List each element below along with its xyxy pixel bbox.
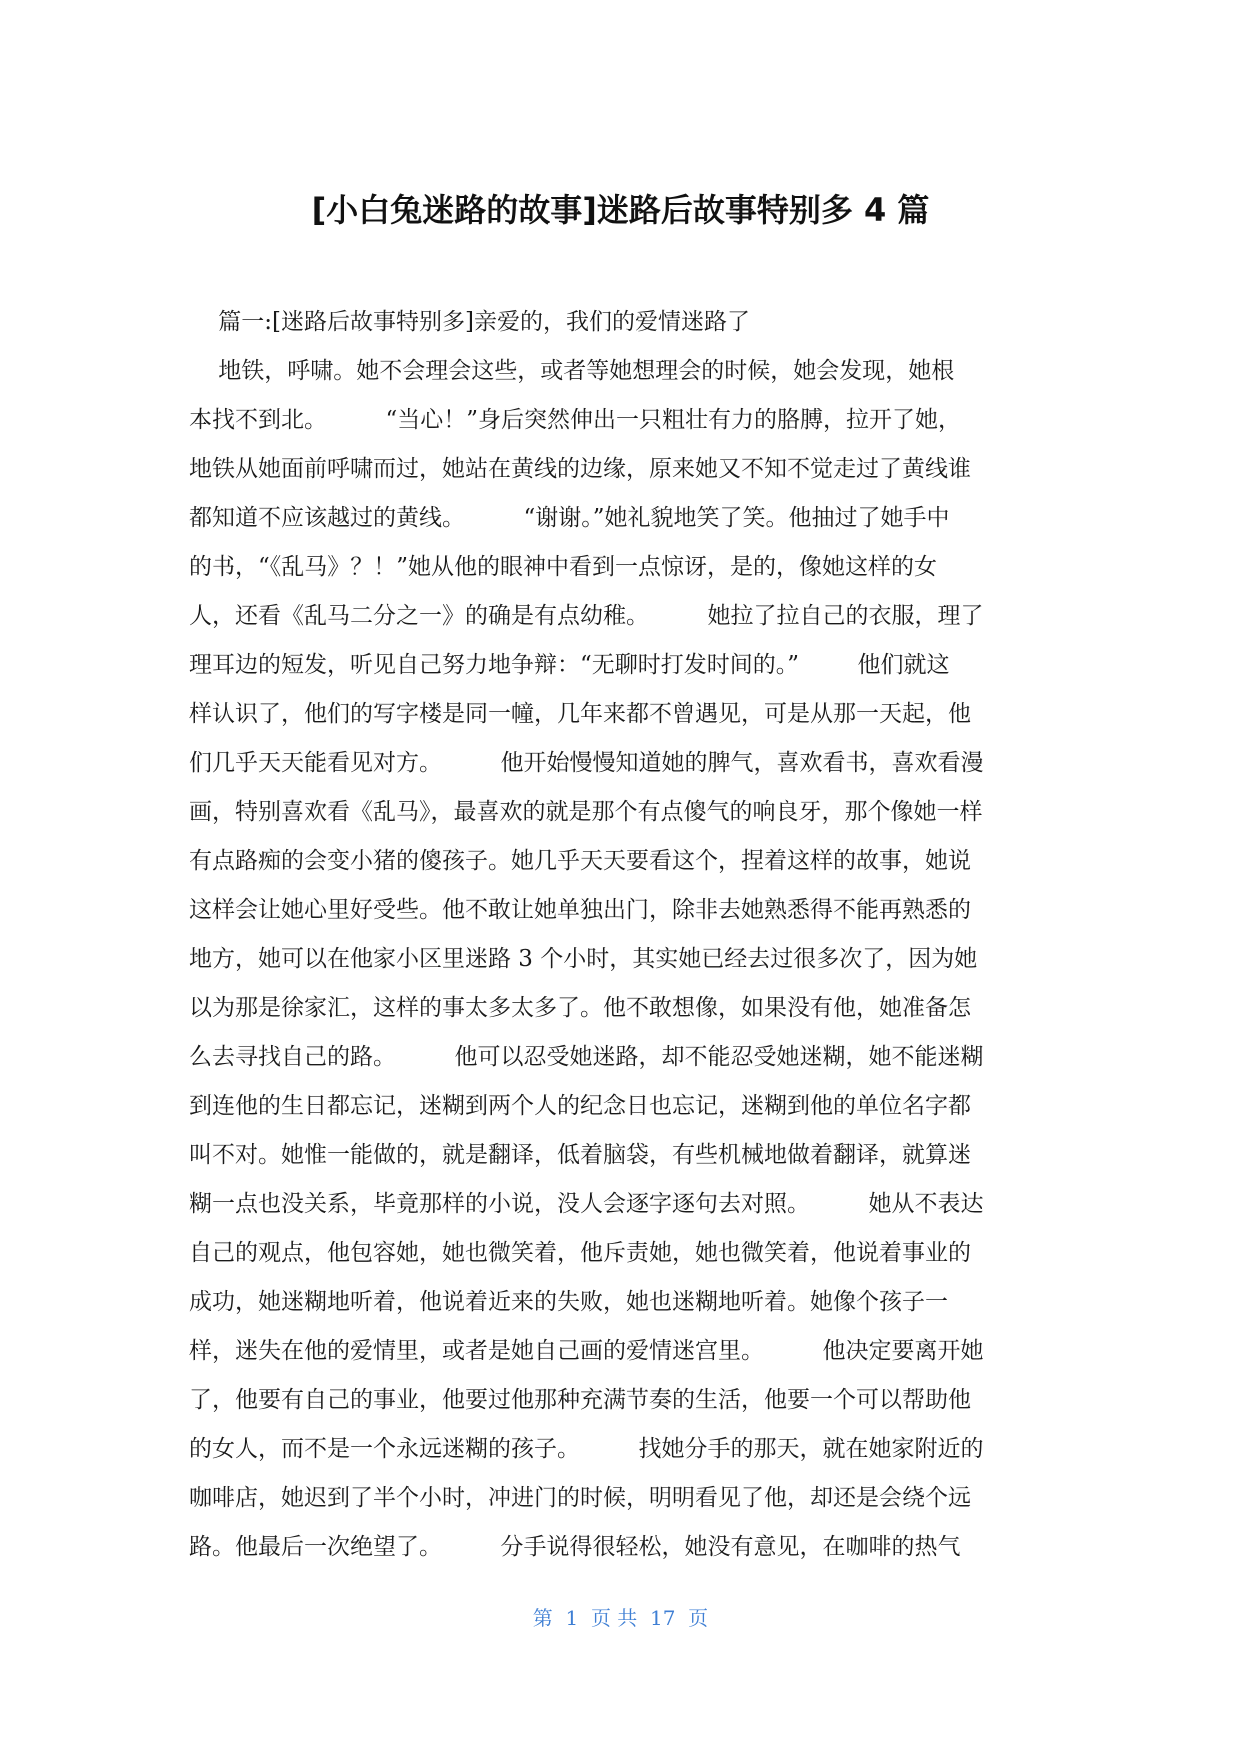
text-line: 糊一点也没关系，毕竟那样的小说，没人会逐字逐句去对照。 她从不表达 [189,1191,984,1217]
text-line: 有点路痴的会变小猪的傻孩子。她几乎天天要看这个，捏着这样的故事，她说 [189,848,971,874]
text-line: 样认识了，他们的写字楼是同一幢，几年来都不曾遇见，可是从那一天起，他 [189,701,971,727]
text-line: 的女人，而不是一个永远迷糊的孩子。 找她分手的那天，就在她家附近的 [189,1436,984,1462]
text-line: 么去寻找自己的路。 他可以忍受她迷路，却不能忍受她迷糊，她不能迷糊 [189,1044,984,1070]
text-line: 自己的观点，他包容她，她也微笑着，他斥责她，她也微笑着，他说着事业的 [189,1240,971,1266]
text-line: 地铁从她面前呼啸而过，她站在黄线的边缘，原来她又不知不觉走过了黄线谁 [189,456,971,482]
text-line: 画，特别喜欢看《乱马》，最喜欢的就是那个有点傻气的响良牙，那个像她一样 [189,799,983,825]
text-line: 人，还看《乱马二分之一》的确是有点幼稚。 她拉了拉自己的衣服，理了 [189,603,984,629]
text-line: 叫不对。她惟一能做的，就是翻译，低着脑袋，有些机械地做着翻译，就算迷 [189,1142,971,1168]
text-line: 这样会让她心里好受些。他不敢让她单独出门，除非去她熟悉得不能再熟悉的 [189,897,971,923]
text-line: 都知道不应该越过的黄线。 “谢谢。”她礼貌地笑了笑。他抽过了她手中 [189,505,950,531]
page-number-footer: 第 1 页 共 17 页 [532,1606,709,1630]
text-line: 咖啡店，她迟到了半个小时，冲进门的时候，明明看见了他，却还是会绕个远 [189,1485,971,1511]
text-line: 的书，“《乱马》？！”她从他的眼神中看到一点惊讶，是的，像她这样的女 [189,554,938,580]
text-line: 到连他的生日都忘记，迷糊到两个人的纪念日也忘记，迷糊到他的单位名字都 [189,1093,971,1119]
text-line: 理耳边的短发，听见自己努力地争辩：“无聊时打发时间的。” 他们就这 [189,652,950,678]
text-line: 地铁，呼啸。她不会理会这些，或者等她想理会的时候，她会发现，她根 [189,358,955,384]
text-line: 以为那是徐家汇，这样的事太多太多了。他不敢想像，如果没有他，她准备怎 [189,995,971,1021]
text-line: 样，迷失在他的爱情里，或者是她自己画的爱情迷宫里。 他决定要离开她 [189,1338,984,1364]
text-line: 成功，她迷糊地听着，他说着近来的失败，她也迷糊地听着。她像个孩子一 [189,1289,948,1315]
text-line: 路。他最后一次绝望了。 分手说得很轻松，她没有意见，在咖啡的热气 [189,1534,961,1560]
text-line: 本找不到北。 “当心！”身后突然伸出一只粗壮有力的胳膊，拉开了她， [189,407,962,433]
body-text [189,298,1051,1572]
text-line: 篇一:[迷路后故事特别多]亲爱的，我们的爱情迷路了 [189,309,750,335]
text-line: 们几乎天天能看见对方。 他开始慢慢知道她的脾气，喜欢看书，喜欢看漫 [189,750,984,776]
text-line: 了，他要有自己的事业，他要过他那种充满节奏的生活，他要一个可以帮助他 [189,1387,971,1413]
page-title: [小白兔迷路的故事]迷路后故事特别多 4 篇 [311,191,930,229]
text-line: 地方，她可以在他家小区里迷路 3 个小时，其实她已经去过很多次了，因为她 [189,946,978,972]
